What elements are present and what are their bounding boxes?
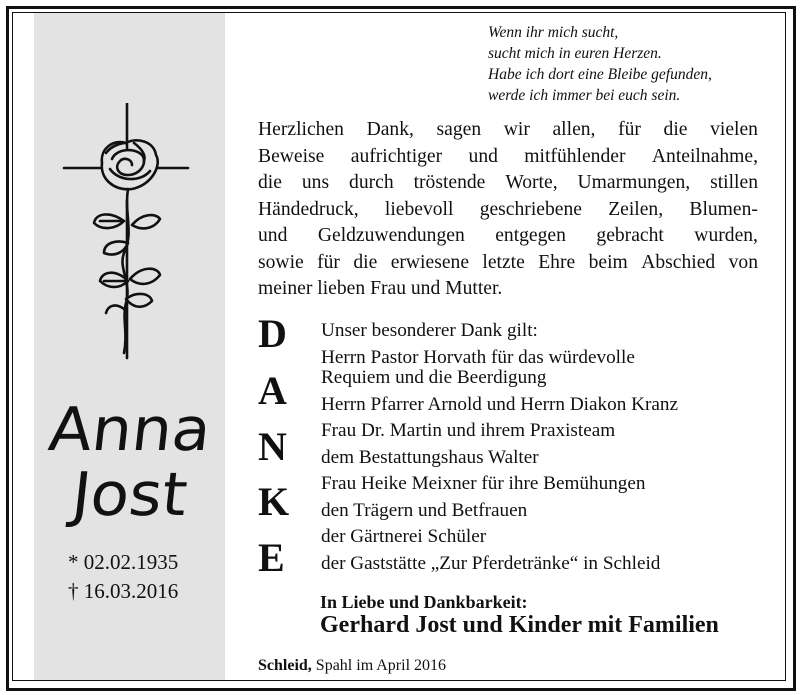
poem-line: sucht mich in euren Herzen. — [488, 45, 662, 62]
thanks-line: Herrn Pfarrer Arnold und Herrn Diakon Kranz — [321, 393, 678, 415]
poem-line: werde ich immer bei euch sein. — [488, 87, 681, 104]
thanks-line: Frau Heike Meixner für ihre Bemühungen — [321, 473, 646, 494]
danke-letter-e: E — [258, 535, 285, 580]
signoff-label: In Liebe und Dankbarkeit: — [320, 592, 528, 612]
memorial-sidebar — [34, 13, 225, 680]
life-dates — [68, 548, 228, 606]
place-town: Schleid, — [258, 657, 312, 674]
thanks-line: Requiem und die Beerdigung — [321, 367, 547, 388]
birth-date: * 02.02.1935 — [68, 550, 179, 574]
thanks-line: der Gärtnerei Schüler — [321, 526, 487, 547]
thanks-line: der Gaststätte „Zur Pferdetränke“ in Schleid — [321, 552, 661, 574]
paragraph-line: Händedruck, liebevoll geschriebene Zeilen, Blumen- — [258, 198, 758, 220]
paragraph-line: und Geldzuwendungen entgegen gebracht wurden, — [258, 225, 758, 246]
thanks-line: Frau Dr. Martin und ihrem Praxisteam — [321, 420, 616, 441]
paragraph-last-line: meiner lieben Frau und Mutter. — [258, 278, 503, 299]
cross-with-rose-icon — [62, 103, 202, 373]
danke-letter-n: N — [258, 424, 287, 469]
thanks-line: Herrn Pastor Horvath für das würdevolle — [321, 346, 635, 368]
place-and-date — [258, 657, 446, 675]
deceased-last-name: Jost — [68, 460, 191, 530]
deceased-first-name: Anna — [44, 395, 215, 465]
thanks-list — [321, 318, 761, 577]
danke-letter-a: A — [258, 368, 287, 413]
danke-letter-k: K — [258, 479, 290, 524]
paragraph-line: sowie für die erwiesene letzte Ehre beim Abschied von — [258, 251, 758, 273]
death-date: † 16.03.2016 — [68, 579, 179, 603]
memorial-poem — [488, 22, 778, 106]
danke-letter-d: D — [258, 311, 287, 356]
thank-you-paragraph — [258, 117, 758, 303]
poem-line: Wenn ihr mich sucht, — [488, 24, 619, 41]
paragraph-line: Herzlichen Dank, sagen wir allen, für die vielen — [258, 119, 758, 140]
thanks-line: Unser besonderer Dank gilt: — [321, 320, 538, 341]
thanks-line: den Trägern und Betfrauen — [321, 499, 528, 521]
poem-line: Habe ich dort eine Bleibe gefunden, — [488, 66, 712, 83]
place-rest: Spahl im April 2016 — [311, 657, 447, 674]
paragraph-line: die uns durch tröstende Worte, Umarmungen, stillen — [258, 172, 758, 193]
signoff-names: Gerhard Jost und Kinder mit Familien — [320, 612, 719, 638]
paragraph-line: Beweise aufrichtiger und mitfühlender Anteilnahme, — [258, 145, 758, 167]
thanks-line: dem Bestattungshaus Walter — [321, 446, 539, 468]
